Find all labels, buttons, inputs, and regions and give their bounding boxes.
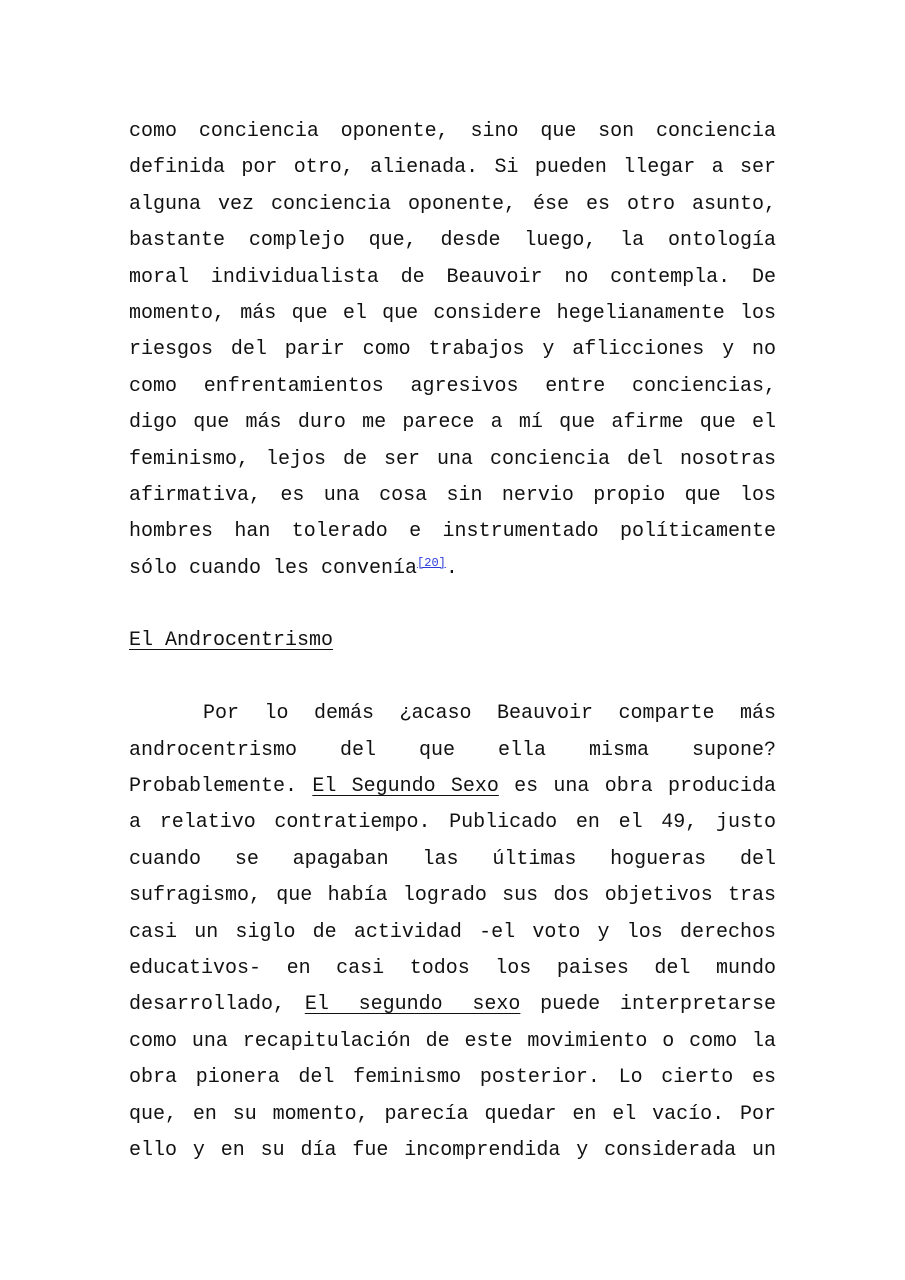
text-line: educativos- en casi todos los paises del mundo [129, 956, 776, 980]
text-line: cuando se apagaban las últimas hogueras del [129, 847, 776, 871]
text-line: sufragismo, que había logrado sus dos objetivos tras [129, 884, 776, 908]
document-page [129, 114, 776, 1169]
text-line: afirmativa, es una cosa sin nervio propio que los [129, 483, 776, 507]
text-line: ello y en su día fue incomprendida y considerada un [129, 1138, 776, 1162]
text-line: como una recapitulación de este movimiento o como la [129, 1029, 776, 1053]
paragraph [129, 696, 776, 1169]
heading-text: El Androcentrismo [129, 629, 334, 653]
text-line: como enfrentamientos agresivos entre conciencias, [129, 374, 776, 398]
text-line: feminismo, lejos de ser una conciencia del nosotras [129, 447, 776, 471]
text: . [445, 556, 458, 580]
paragraph [129, 114, 776, 587]
text-line: bastante complejo que, desde luego, la ontología [129, 229, 776, 253]
text-line: hombres han tolerado e instrumentado políticamente [129, 520, 776, 544]
footnote-link[interactable]: [20] [417, 555, 446, 570]
text-line [129, 769, 776, 805]
text-line: a relativo contratiempo. Publicado en el 49, justo [129, 811, 776, 835]
text-line: Por lo demás ¿acaso Beauvoir comparte más [203, 702, 776, 726]
text-line: casi un siglo de actividad -el voto y los derechos [129, 920, 776, 944]
text-line: definida por otro, alienada. Si pueden llegar a ser [129, 156, 776, 180]
text-line: alguna vez conciencia oponente, ése es otro asunto, [129, 192, 776, 216]
text-line: androcentrismo del que ella misma supone? [129, 738, 776, 762]
text-line: digo que más duro me parece a mí que afirme que el [129, 411, 776, 435]
text: es una obra producida [514, 775, 776, 799]
book-title: El Segundo Sexo [312, 775, 499, 799]
text-line: momento, más que el que considere hegelianamente los [129, 301, 776, 325]
text: desarrollado, [129, 993, 286, 1017]
text-line: que, en su momento, parecía quedar en el vacío. Por [129, 1102, 776, 1126]
text-line [129, 987, 776, 1023]
text: sólo cuando les convenía [129, 556, 418, 580]
text-line: obra pionera del feminismo posterior. Lo cierto es [129, 1066, 776, 1090]
text-line: moral individualista de Beauvoir no contempla. De [129, 265, 776, 289]
section-heading [129, 623, 776, 659]
text-line: riesgos del parir como trabajos y aflicciones y no [129, 338, 776, 362]
book-title: El segundo sexo [304, 993, 521, 1017]
text: Probablemente. [129, 775, 298, 799]
text: puede interpretarse [540, 993, 776, 1017]
text-line [129, 551, 776, 587]
text-line: como conciencia oponente, sino que son conciencia [129, 120, 776, 143]
